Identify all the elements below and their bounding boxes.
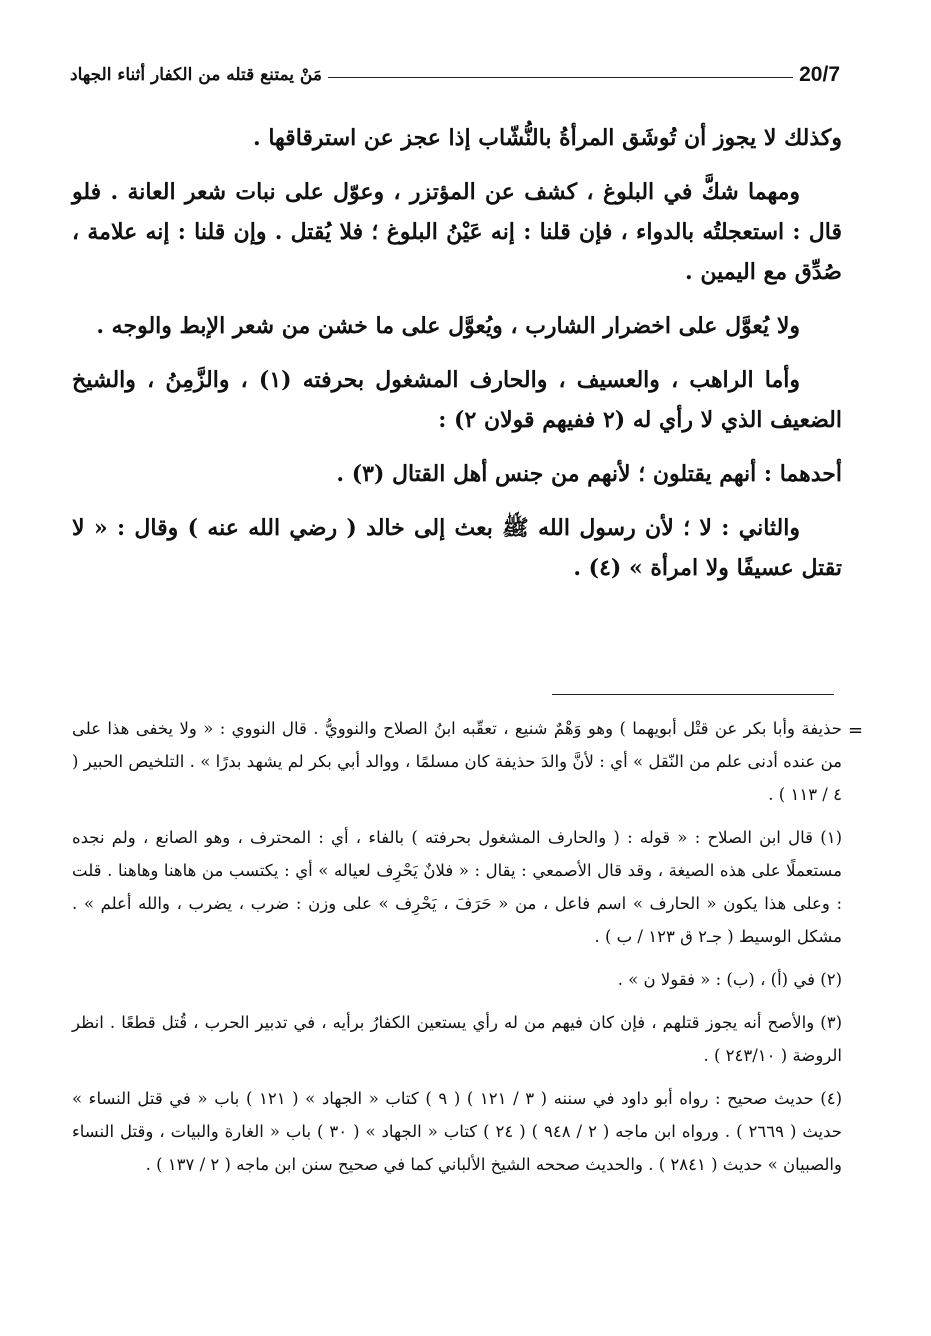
footnote-divider (552, 694, 834, 695)
page-header (70, 60, 840, 90)
paragraph: أحدهما : أنهم يقتلون ؛ لأنهم من جنس أهل القتال (٣) . (336, 461, 842, 487)
footnote: (٢) في (أ) ، (ب) : « فقولا ن » . (617, 970, 842, 989)
footnote: حذيفة وأبا بكر عن قتْل أبويهما ) وهو وَهْمٌ شنيع ، تعقّبه ابنُ الصلاح والنوويُّ . قال النووي : « ولا يخفى هذا على من عنده أدنى علم من النّقل » أي : لأنَّ والدَ حذيفة كان مسلمًا ، ووالد أبي بكر لم يشهد بدرًا » . التلخيص الحبير ( ٤ / ١١٣ ) . (72, 719, 842, 804)
running-title: مَنْ يمتنع قتله من الكفار أثناء الجهاد (70, 65, 322, 85)
paragraph: ومهما شكَّ في البلوغ ، كشف عن المؤتزر ، وعوّل على نبات شعر العانة . فلو قال : استعجلتُه بالدواء ، فإن قلنا : إنه عَيْنُ البلوغ ؛ فلا يُقتل . وإن قلنا : إنه علامة ، صُدِّق مع اليمين . (72, 179, 842, 285)
footnote: (٣) والأصح أنه يجوز قتلهم ، فإن كان فيهم من له رأي يستعين الكفارُ برأيه ، في تدبير الحرب ، قُتل قطعًا . انظر الروضة ( ٢٤٣/١٠ ) . (72, 1013, 842, 1065)
footnotes (72, 712, 842, 1191)
paragraph: وكذلك لا يجوز أن تُوشَق المرأةُ بالنُّشّاب إذا عجز عن استرقاقها . (253, 125, 842, 151)
footnote: (٤) حديث صحيح : رواه أبو داود في سننه ( ٣ / ١٢١ ) ( ٩ ) كتاب « الجهاد » ( ١٢١ ) باب « في قتل النساء » حديث ( ٢٦٦٩ ) . ورواه ابن ماجه ( ٢ / ٩٤٨ ) ( ٢٤ ) كتاب « الجهاد » ( ٣٠ ) باب « الغارة والبيات ، وقتل النساء والصبيان » حديث ( ٢٨٤١ ) . والحديث صححه الشيخ الألباني كما في صحيح سنن ابن ماجه ( ٢ / ١٣٧ ) . (72, 1089, 843, 1174)
page-number: 20/7 (799, 63, 840, 86)
paragraph: ولا يُعوَّل على اخضرار الشارب ، ويُعوَّل على ما خشن من شعر الإبط والوجه . (96, 313, 800, 339)
footnote-continuation-marker: = (848, 720, 864, 741)
paragraph: وأما الراهب ، والعسيف ، والحارف المشغول بحرفته (١) ، والزَّمِنُ ، والشيخ الضعيف الذي لا رأي له (٢ ففيهم قولان ٢) : (72, 367, 842, 433)
main-text (72, 118, 842, 602)
header-rule (328, 77, 793, 78)
footnote: (١) قال ابن الصلاح : « قوله : ( والحارف المشغول بحرفته ) بالفاء ، أي : المحترف ، وهو الصانع ، ولم نجده مستعملًا على هذه الصيغة ، وقد قال الأصمعي : يقال : « فلانٌ يَحْرِف لعياله » أي : يكتسب من هاهنا وهاهنا . قلت : وعلى هذا يكون « الحارف » اسم فاعل ، من « حَرَفَ ، يَحْرِف » على وزن : ضرب ، يضرب ، والله أعلم » . مشكل الوسيط ( جـ٢ ق ١٢٣ / ب ) . (72, 828, 842, 946)
paragraph: والثاني : لا ؛ لأن رسول الله ﷺ بعث إلى خالد ( رضي الله عنه ) وقال : « لا تقتل عسيفًا ولا امرأة » (٤) . (72, 515, 842, 581)
